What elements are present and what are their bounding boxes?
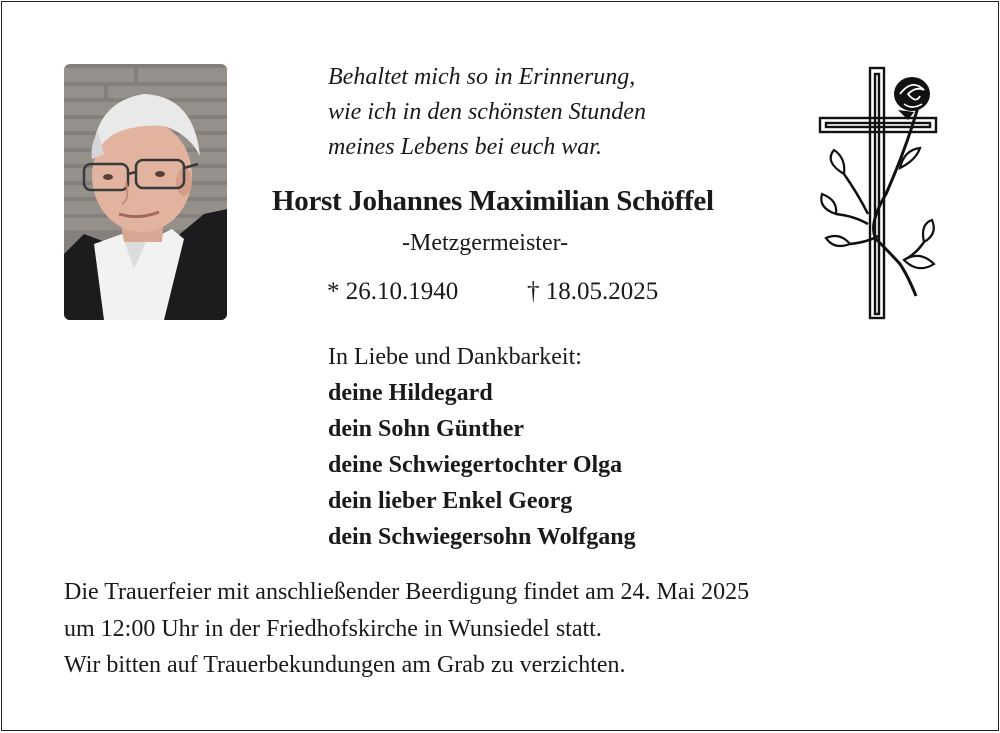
memorial-verse bbox=[328, 60, 646, 165]
verse-line: meines Lebens bei euch war. bbox=[328, 134, 602, 160]
verse-line: Behaltet mich so in Erinnerung, bbox=[328, 64, 636, 90]
service-line: Die Trauerfeier mit anschließender Beerdigung findet am 24. Mai 2025 bbox=[64, 579, 750, 605]
mourners-list bbox=[328, 339, 636, 555]
deceased-name: Horst Johannes Maximilian Schöffel bbox=[272, 185, 714, 217]
cross-with-rose-icon bbox=[816, 64, 940, 322]
death-date: † 18.05.2025 bbox=[527, 278, 659, 305]
mourner-name: dein Schwiegersohn Wolfgang bbox=[328, 524, 636, 550]
mourner-name: deine Hildegard bbox=[328, 380, 493, 406]
verse-line: wie ich in den schönsten Stunden bbox=[328, 99, 646, 125]
mourner-name: deine Schwiegertochter Olga bbox=[328, 452, 623, 478]
obituary-notice bbox=[1, 1, 999, 731]
service-line: Wir bitten auf Trauerbekundungen am Grab zu verzichten. bbox=[64, 652, 626, 678]
portrait-photo bbox=[64, 64, 227, 320]
mourner-name: dein lieber Enkel Georg bbox=[328, 488, 573, 514]
funeral-service-info bbox=[64, 574, 749, 684]
life-dates bbox=[327, 278, 659, 306]
mourners-intro: In Liebe und Dankbarkeit: bbox=[328, 344, 582, 370]
service-line: um 12:00 Uhr in der Friedhofskirche in Wunsiedel statt. bbox=[64, 615, 602, 642]
birth-date: * 26.10.1940 bbox=[327, 278, 459, 305]
deceased-profession: -Metzgermeister- bbox=[402, 230, 569, 256]
mourner-name: dein Sohn Günther bbox=[328, 416, 525, 442]
